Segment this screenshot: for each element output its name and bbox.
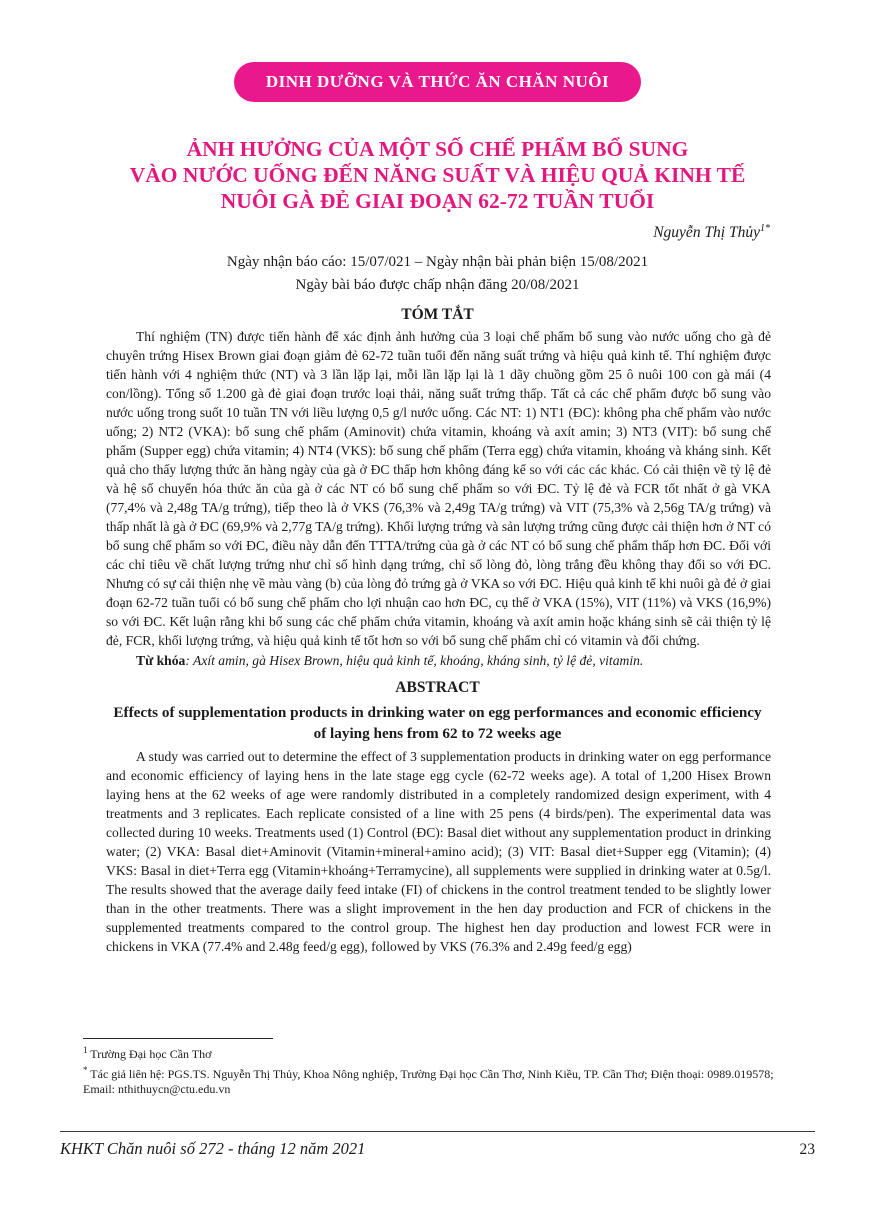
english-abstract: A study was carried out to determine the effect of 3 supplementation products in drinking water on egg performance and economic efficiency of laying hens in the late stage egg cycle (62-72 weeks age). A total of 1,200 Hisex Brown laying hens at the 62 weeks of age were randomly distributed in a completely randomized design experiment, with 4 treatments and 3 replicates. Each replicate consisted of a line with 25 pens (4 birds/pen). The experimental data was collected during 10 weeks. Treatments used (1) Control (ĐC): Basal diet without any supplementation product in drinking water; (2) VKA: Basal diet+Aminovit (Vitamin+mineral+amino acid); (3) VIT: Basal diet+Supper egg (Vitamin); (4) VKS: Basal in diet+Terra egg (Vitamin+khoáng+Terramycine), all supplements were supplied in drinking water at 0.5g/l. The results showed that the average daily feed intake (FI) of chickens in the control treatment tended to be slightly lower than in the other treatments. There was a slight improvement in the hen day production and FCR of chickens in the supplemented treatments compared to the control group. The highest hen day production and lowest FCR were in chickens in VKA (77.4% and 2.48g feed/g egg), followed by VKS (76.3% and 2.49g feed/g egg) [106,749,771,955]
journal-name: KHKT Chăn nuôi số 272 - tháng 12 năm 2021 [60,1139,366,1158]
paper-title-line-3: NUÔI GÀ ĐẺ GIAI ĐOẠN 62-72 TUẦN TUỔI [220,189,655,213]
received-date-line: Ngày nhận báo cáo: 15/07/021 – Ngày nhận bài phản biện 15/08/2021 [226,254,649,271]
author-line [0,223,770,242]
accepted-date-line: Ngày bài báo được chấp nhận đăng 20/08/2021 [295,277,580,294]
banner-row [0,0,875,102]
section-banner: DINH DƯỠNG VÀ THỨC ĂN CHĂN NUÔI [234,62,641,102]
vietnamese-abstract: Thí nghiệm (TN) được tiến hành để xác định ảnh hưởng của 3 loại chế phẩm bổ sung vào nước uống cho gà đẻ chuyên trứng Hisex Brown giai đoạn giảm đẻ 62-72 tuần tuổi đến năng suất trứng và hiệu quả kinh tế. Thí nghiệm được tiến hành với 4 nghiệm thức (NT) và 3 lần lặp lại, mỗi lần lặp lại là 1 dãy chuồng gồm 25 ô nuôi 100 con gà mái (4 con/lồng). Tổng số 1.200 gà đẻ giai đoạn trước loại thải, năng suất trứng thấp. Tất cả các chế phẩm được bổ sung vào nước uống trong suốt 10 tuần TN với liều lượng 0,5 g/l nước uống. Các NT: 1) NT1 (ĐC): không pha chế phẩm vào nước uống; 2) NT2 (VKA): bổ sung chế phẩm (Aminovit) chứa vitamin, khoáng và axít amin; 3) NT3 (VIT): bổ sung chế phẩm (Supper egg) chứa vitamin; 4) NT4 (VKS): bổ sung chế phẩm (Terra egg) chứa vitamin, khoáng và kháng sinh. Kết quả cho thấy lượng thức ăn hàng ngày của gà ở ĐC thấp hơn không đáng kể so với các các khác. Có cải thiện về tỷ lệ đẻ và hệ số chuyển hóa thức ăn của gà ở các NT có bổ sung chế phẩm so với ĐC. Tỷ lệ đẻ và FCR tốt nhất ở gà VKA (77,4% và 2,48g TA/g trứng), tiếp theo là ở VKS (76,3% và 2,49g TA/g trứng) và VIT (75,3% và 2,56g TA/g trứng) và thấp nhất là gà ở ĐC (69,9% và 2,77g TA/g trứng). Khối lượng trứng và sản lượng trứng cũng được cải thiện hơn ở NT có bổ sung chế phẩm so với ĐC, điều này dẫn đến TTTA/trứng của gà ở các NT có bổ sung chế phẩm thấp hơn ĐC. Đối với các chỉ tiêu về chất lượng trứng như chỉ số hình dạng trứng, chỉ số lòng đỏ, lòng trắng đều không thay đổi so với ĐC. Nhưng có sự cải thiện nhẹ về màu vàng (b) của lòng đỏ trứng gà ở VKA so với ĐC. Hiệu quả kinh tế khi nuôi gà đẻ ở giai đoạn 62-72 tuần tuổi có bổ sung chế phẩm cho lợi nhuận cao hơn ĐC, cụ thể ở VKA (15%), VIT (11%) và VKS (16,9%) so với ĐC. Kết luận rằng khi bổ sung các chế phẩm chứa vitamin, khoáng và axít amin hoặc kháng sinh sẽ cải thiện tỷ lệ đẻ, FCR, khối lượng trứng, và hiệu quả kinh tế tốt hơn so với bổ sung chế phẩm chỉ có vitamin và đối chứng. [106,329,771,649]
footnote-contact-text: Tác giả liên hệ: PGS.TS. Nguyễn Thị Thủy, Khoa Nông nghiệp, Trường Đại học Cần Thơ, Ninh Kiều, TP. Cần Thơ; Điện thoại: 0989.019578; Email: nthithuycn@ctu.edu.vn [83,1066,774,1096]
page-number: 23 [799,1141,815,1158]
paper-title-line-1: ẢNH HƯỞNG CỦA MỘT SỐ CHẾ PHẨM BỔ SUNG [186,137,689,161]
keywords-label: Từ khóa [136,653,186,669]
paper-title-line-2: VÀO NƯỚC UỐNG ĐẾN NĂNG SUẤT VÀ HIỆU QUẢ KINH TẾ [129,163,746,187]
footnote-contact-marker: * [83,1064,88,1075]
page-footer [60,1131,815,1159]
paper-title [60,136,815,214]
footnotes-block [83,1038,780,1098]
keywords-list: : Axít amin, gà Hisex Brown, hiệu quả kinh tế, khoáng, kháng sinh, tỷ lệ đẻ, vitamin. [185,653,644,669]
tom-tat-heading: TÓM TẮT [401,306,474,324]
footnote-affiliation [83,1043,780,1063]
submission-dates [0,251,875,297]
author-name: Nguyễn Thị Thủy [653,224,760,242]
keywords-line [106,651,771,670]
abstract-heading: ABSTRACT [395,679,480,697]
footnote-affiliation-marker: 1 [83,1045,88,1055]
english-title: Effects of supplementation products in drinking water on egg performances and economic efficiency of laying hens from 62 to 72 weeks age [113,704,762,743]
footnote-contact [83,1063,780,1098]
footnote-affiliation-text: Trường Đại học Cần Thơ [87,1047,212,1061]
author-affiliation-superscript: 1* [760,223,770,234]
footnote-separator [83,1038,273,1039]
